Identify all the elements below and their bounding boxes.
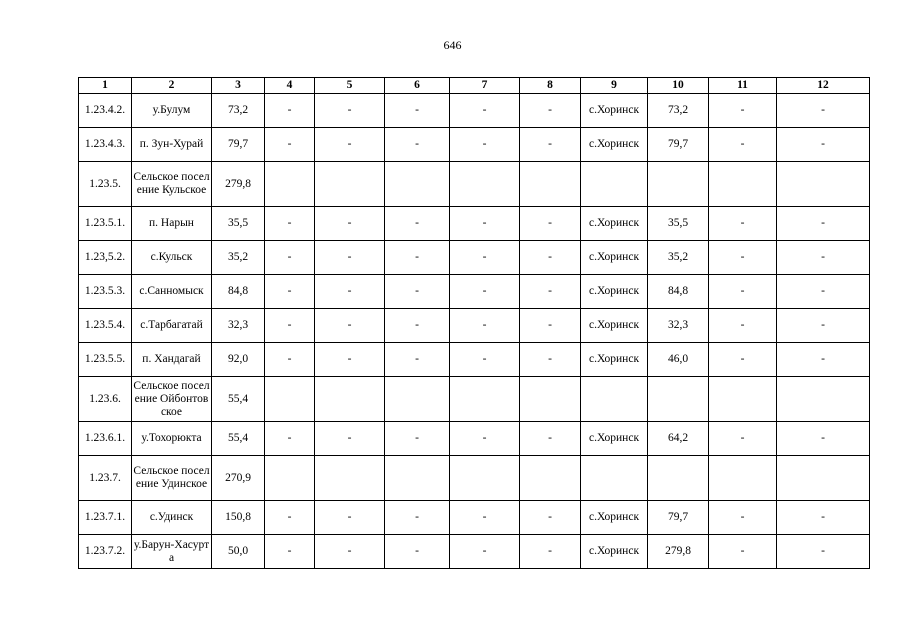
table-cell: с.Хоринск	[581, 535, 648, 569]
table-cell: -	[777, 309, 870, 343]
table-cell	[265, 377, 315, 422]
table-cell: с.Хоринск	[581, 309, 648, 343]
table-cell	[450, 456, 520, 501]
table-cell: -	[265, 207, 315, 241]
table-cell: с.Хоринск	[581, 207, 648, 241]
table-cell	[581, 162, 648, 207]
table-cell: -	[777, 501, 870, 535]
table-cell	[520, 377, 581, 422]
table-cell: 79,7	[648, 501, 709, 535]
table-cell: -	[520, 343, 581, 377]
table-cell: Сельское поселение Ойбонтовское	[132, 377, 212, 422]
table-cell: -	[777, 535, 870, 569]
table-cell: -	[777, 422, 870, 456]
table-cell: -	[315, 94, 385, 128]
table-cell: 46,0	[648, 343, 709, 377]
table-cell: п. Нарын	[132, 207, 212, 241]
table-cell: 279,8	[212, 162, 265, 207]
column-header: 8	[520, 78, 581, 94]
column-header: 7	[450, 78, 520, 94]
table-cell: -	[777, 128, 870, 162]
table-cell: -	[520, 535, 581, 569]
table-cell: -	[265, 309, 315, 343]
table-cell: -	[709, 343, 777, 377]
column-header: 11	[709, 78, 777, 94]
table-cell: -	[315, 309, 385, 343]
table-cell: 1.23.7.	[79, 456, 132, 501]
table-cell: с.Кульск	[132, 241, 212, 275]
table-cell: -	[385, 535, 450, 569]
table-row	[79, 535, 870, 569]
table-cell: 92,0	[212, 343, 265, 377]
table-cell: у.Барун-Хасурта	[132, 535, 212, 569]
table-cell: -	[709, 128, 777, 162]
table-row	[79, 501, 870, 535]
table-cell	[265, 456, 315, 501]
table-cell	[648, 162, 709, 207]
table-cell: с.Хоринск	[581, 94, 648, 128]
table-cell: -	[385, 207, 450, 241]
table-cell: -	[520, 94, 581, 128]
table-cell: -	[777, 343, 870, 377]
table-cell	[450, 377, 520, 422]
table-cell: 279,8	[648, 535, 709, 569]
table-cell: 270,9	[212, 456, 265, 501]
table-cell: 35,2	[648, 241, 709, 275]
table-cell: с.Санномыск	[132, 275, 212, 309]
table-cell: 55,4	[212, 422, 265, 456]
table-cell: 1.23.4.3.	[79, 128, 132, 162]
table-cell: -	[385, 128, 450, 162]
table-cell: -	[265, 275, 315, 309]
table-cell: -	[265, 241, 315, 275]
table-cell: -	[709, 309, 777, 343]
table-row	[79, 128, 870, 162]
table-cell: 1.23.6.	[79, 377, 132, 422]
table-cell	[520, 162, 581, 207]
table-cell: -	[385, 275, 450, 309]
table-cell: -	[315, 275, 385, 309]
table-row	[79, 309, 870, 343]
table-cell: -	[265, 422, 315, 456]
table-cell: -	[709, 94, 777, 128]
table-cell: 79,7	[212, 128, 265, 162]
table-cell: 1.23.5.5.	[79, 343, 132, 377]
table-cell: -	[520, 128, 581, 162]
table-cell	[648, 456, 709, 501]
column-header: 6	[385, 78, 450, 94]
column-header: 9	[581, 78, 648, 94]
table-cell: 73,2	[212, 94, 265, 128]
table-cell: -	[315, 501, 385, 535]
table-cell: п. Зун-Хурай	[132, 128, 212, 162]
column-header: 2	[132, 78, 212, 94]
table-cell: 79,7	[648, 128, 709, 162]
table-cell: -	[450, 309, 520, 343]
table-cell: -	[709, 275, 777, 309]
table-cell: 1.23.7.2.	[79, 535, 132, 569]
table-cell: 1.23.5.	[79, 162, 132, 207]
table-cell: с.Хоринск	[581, 501, 648, 535]
table-cell: 1.23.5.3.	[79, 275, 132, 309]
table-cell: 32,3	[648, 309, 709, 343]
column-header: 1	[79, 78, 132, 94]
table-cell: 50,0	[212, 535, 265, 569]
table-row	[79, 343, 870, 377]
table-cell: 35,5	[212, 207, 265, 241]
table-cell: 1.23.5.1.	[79, 207, 132, 241]
table-cell: -	[777, 207, 870, 241]
table-cell: 32,3	[212, 309, 265, 343]
table-cell: 1.23.6.1.	[79, 422, 132, 456]
table-cell: 1.23.4.2.	[79, 94, 132, 128]
table-cell: -	[315, 535, 385, 569]
table-cell	[581, 377, 648, 422]
column-header: 12	[777, 78, 870, 94]
table-cell: -	[265, 94, 315, 128]
table-cell: -	[265, 343, 315, 377]
table-cell: Сельское поселение Кульское	[132, 162, 212, 207]
table-cell	[648, 377, 709, 422]
table-cell: -	[315, 241, 385, 275]
table-cell	[777, 456, 870, 501]
table-cell: -	[315, 207, 385, 241]
table-cell: -	[520, 275, 581, 309]
table-cell: у.Тохорюкта	[132, 422, 212, 456]
table-row	[79, 422, 870, 456]
table-cell: -	[450, 535, 520, 569]
table-cell	[385, 456, 450, 501]
table-cell	[385, 162, 450, 207]
table-cell: -	[450, 501, 520, 535]
table-cell: -	[385, 501, 450, 535]
table-cell: -	[385, 343, 450, 377]
table-cell	[709, 377, 777, 422]
table-cell: с.Тарбагатай	[132, 309, 212, 343]
table-cell: 1.23,5.2.	[79, 241, 132, 275]
table-cell: -	[777, 275, 870, 309]
table-cell: с.Хоринск	[581, 241, 648, 275]
column-header: 10	[648, 78, 709, 94]
table-cell: с.Хоринск	[581, 343, 648, 377]
table-cell: 1.23.5.4.	[79, 309, 132, 343]
table-cell	[520, 456, 581, 501]
table-row	[79, 275, 870, 309]
table-cell: -	[520, 309, 581, 343]
table-row	[79, 377, 870, 422]
table-cell: Сельское поселение Удинское	[132, 456, 212, 501]
table-cell: -	[709, 535, 777, 569]
table-cell: 84,8	[212, 275, 265, 309]
table-cell: -	[450, 241, 520, 275]
table-row	[79, 162, 870, 207]
table-header-row	[79, 78, 870, 94]
table-cell: -	[385, 94, 450, 128]
table-cell	[709, 456, 777, 501]
table-cell: -	[777, 94, 870, 128]
table-cell	[777, 377, 870, 422]
table-cell: -	[315, 422, 385, 456]
table-cell: с.Хоринск	[581, 128, 648, 162]
table-cell	[265, 162, 315, 207]
table-cell: с.Хоринск	[581, 422, 648, 456]
table-cell: -	[450, 275, 520, 309]
table-cell: 35,5	[648, 207, 709, 241]
table-cell: -	[265, 535, 315, 569]
table-cell: -	[450, 128, 520, 162]
table-cell: -	[450, 422, 520, 456]
table-cell: п. Хандагай	[132, 343, 212, 377]
table-cell: -	[709, 422, 777, 456]
table-cell: с.Удинск	[132, 501, 212, 535]
table-cell: -	[450, 343, 520, 377]
table-cell: -	[520, 422, 581, 456]
table-cell: 73,2	[648, 94, 709, 128]
table-row	[79, 456, 870, 501]
table-cell	[709, 162, 777, 207]
column-header: 3	[212, 78, 265, 94]
table-cell	[581, 456, 648, 501]
table-cell: 150,8	[212, 501, 265, 535]
table-cell: -	[450, 207, 520, 241]
column-header: 5	[315, 78, 385, 94]
table-cell: -	[520, 207, 581, 241]
table-cell: -	[520, 501, 581, 535]
table-cell	[315, 456, 385, 501]
table-cell: 64,2	[648, 422, 709, 456]
table-cell: 35,2	[212, 241, 265, 275]
table-cell	[385, 377, 450, 422]
table-cell: 84,8	[648, 275, 709, 309]
table-cell: -	[265, 128, 315, 162]
table-cell: 1.23.7.1.	[79, 501, 132, 535]
table-row	[79, 241, 870, 275]
table-cell: 55,4	[212, 377, 265, 422]
table-cell	[777, 162, 870, 207]
table-cell: -	[709, 501, 777, 535]
data-table	[78, 77, 870, 569]
table-row	[79, 207, 870, 241]
table-cell: -	[315, 128, 385, 162]
table-row	[79, 94, 870, 128]
table-cell: -	[709, 207, 777, 241]
table-cell: -	[520, 241, 581, 275]
column-header: 4	[265, 78, 315, 94]
table-cell	[450, 162, 520, 207]
table-cell: -	[385, 309, 450, 343]
page-number: 646	[443, 38, 462, 52]
table-cell: -	[385, 422, 450, 456]
table-cell: -	[777, 241, 870, 275]
table-cell: -	[315, 343, 385, 377]
table-cell: -	[265, 501, 315, 535]
table-cell: -	[450, 94, 520, 128]
table-cell	[315, 377, 385, 422]
table-cell: -	[385, 241, 450, 275]
table-cell: -	[709, 241, 777, 275]
table-cell	[315, 162, 385, 207]
table-cell: у.Булум	[132, 94, 212, 128]
table-cell: с.Хоринск	[581, 275, 648, 309]
